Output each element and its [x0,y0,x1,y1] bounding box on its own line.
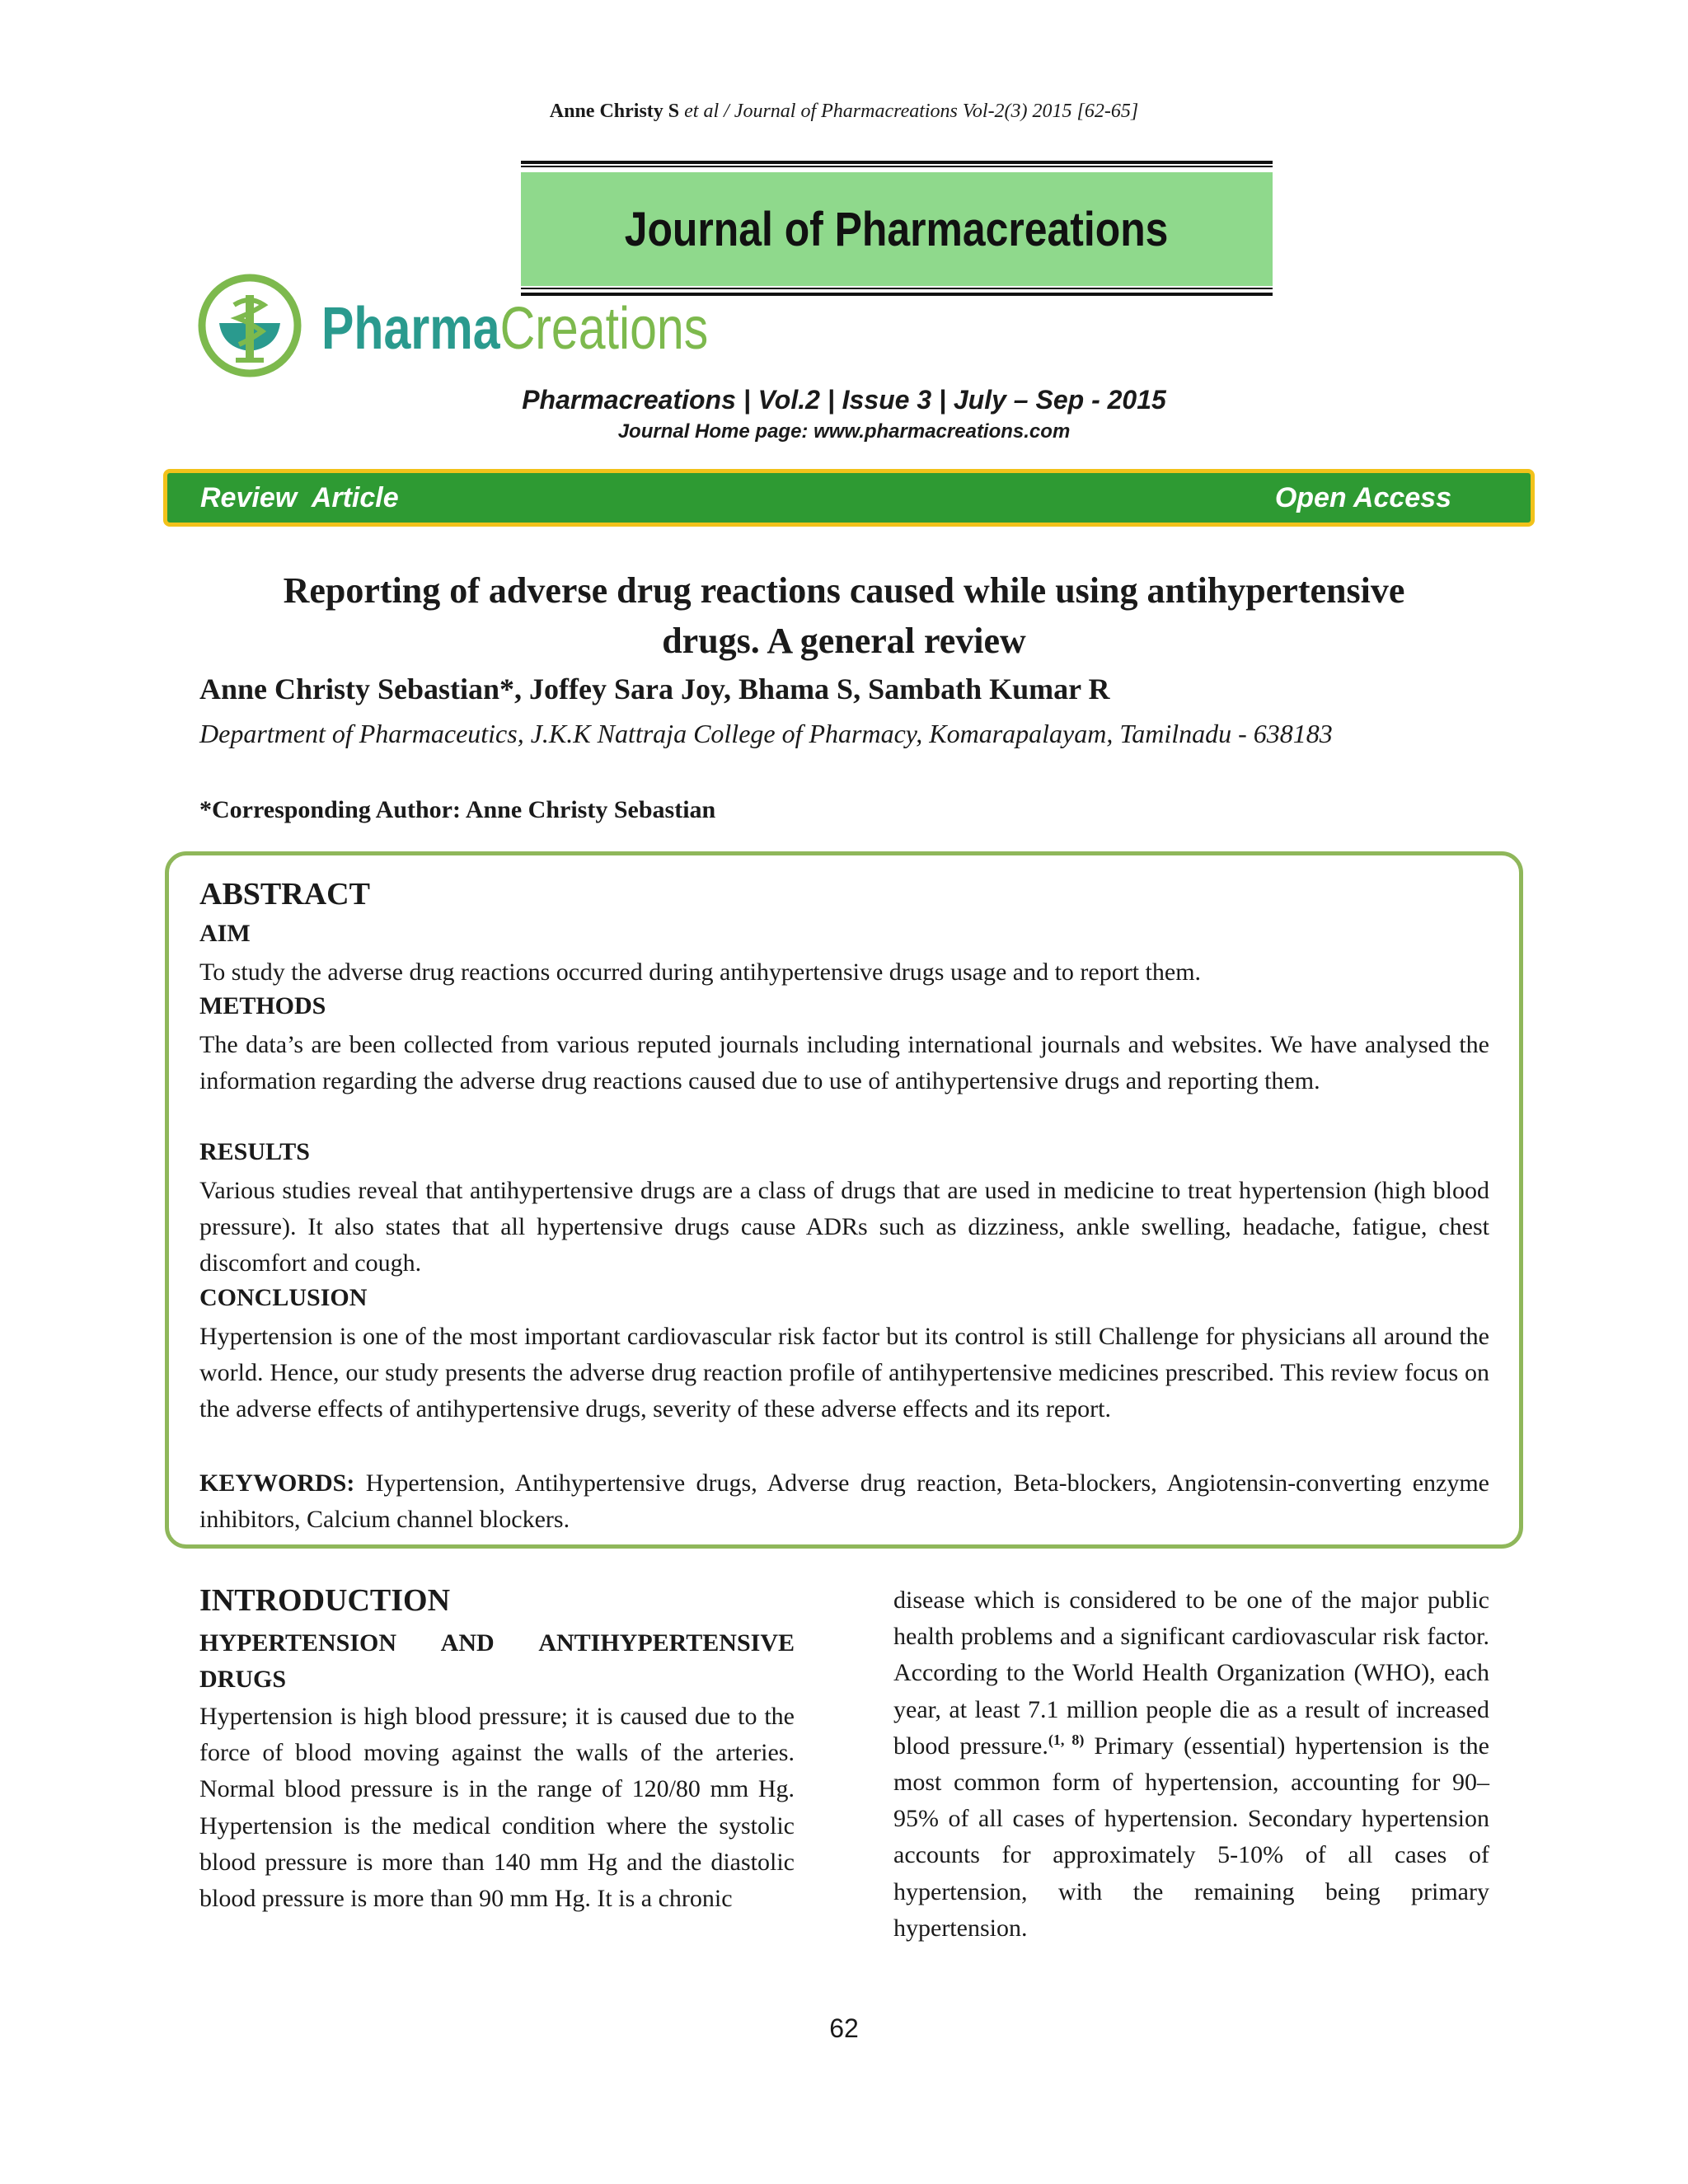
results-label: RESULTS [199,1138,310,1165]
conclusion-label: CONCLUSION [199,1284,368,1311]
methods-text: The data’s are been collected from various reputed journals including international journals and websites. We have analysed the information regarding the adverse drug reactions caused due to use of antihypertensive drugs and reporting them. [199,1031,1489,1094]
aim-label: AIM [199,920,251,947]
article-type-bar [163,469,1535,527]
corresponding-author: *Corresponding Author: Anne Christy Sebastian [199,796,716,823]
intro-left-column: Hypertension is high blood pressure; it is caused due to the force of blood moving against the walls of the arteries. Normal blood pressure is in the range of 120/80 mm Hg. Hypertension is the medical condition where the systolic blood pressure is more than 140 mm Hg and the diastolic blood pressure is more than 90 mm Hg. It is a chronic [199,1703,795,1913]
article-type-label: Review Article [200,481,399,513]
journal-home-line: Journal Home page: www.pharmacreations.com [617,420,1071,443]
running-head-author: Anne Christy S [549,101,680,122]
affiliation: Department of Pharmaceutics, J.K.K Nattraja College of Pharmacy, Komarapalayam, Tamilnadu - 638183 [199,719,1333,748]
intro-subheading: HYPERTENSION AND ANTIHYPERTENSIVE DRUGS [199,1629,795,1693]
introduction-heading: INTRODUCTION [199,1583,451,1618]
logo-wordmark [321,295,708,363]
aim-text: To study the adverse drug reactions occurred during antihypertensive drugs usage and to report them. [199,958,1202,986]
intro-right-text-a: disease which is considered to be one of the major public health problems and a significant cardiovascular risk factor. According to the World Health Organization (WHO), each year, at least 7.1 million people die as a result of increased blood pressure. [893,1586,1489,1760]
pharmacreations-logo [196,272,938,387]
author-list: Anne Christy Sebastian*, Joffey Sara Joy, Bhama S, Sambath Kumar R [199,673,1110,705]
running-head [0,101,1688,123]
abstract-heading: ABSTRACT [199,877,370,912]
running-head-etal: et al [684,101,720,122]
banner-top-rule [521,161,1273,164]
article-title [165,565,1523,666]
issue-line: Pharmacreations | Vol.2 | Issue 3 | July – Sep - 2015 [522,385,1166,415]
citation-ref: (1, 8) [1048,1731,1085,1748]
banner-top-rule-thin [521,166,1273,167]
article-title-line2: drugs. A general review [662,621,1026,661]
methods-label: METHODS [199,992,326,1019]
running-head-journal: / Journal of Pharmacreations Vol-2(3) 2015 [62-65] [724,101,1139,122]
results-text: Various studies reveal that antihypertensive drugs are a class of drugs that are used in medicine to treat hypertension (high blood pressure). It also states that all hypertensive drugs cause ADRs such as dizziness, ankle swelling, headache, fatigue, chest discomfort and cough. [199,1177,1489,1277]
logo-word-pharma: Pharma [321,296,500,362]
article-title-line1: Reporting of adverse drug reactions caused while using antihypertensive [283,570,1405,611]
conclusion-text: Hypertension is one of the most important cardiovascular risk factor but its control is still Challenge for physicians all around the world. Hence, our study presents the adverse drug reaction profile of antihypertensive medicines prescribed. This review focus on the adverse effects of antihypertensive drugs, severity of these adverse effects and its report. [199,1323,1489,1422]
page-number: 62 [829,2013,859,2043]
keywords-text: Hypertension, Antihypertensive drugs, Adverse drug reaction, Beta-blockers, Angiotensin-converting enzyme inhibitors, Calcium channel blockers. [199,1469,1490,1533]
keywords [199,1465,1489,1538]
intro-right-column [893,1582,1489,1947]
pharmacy-bowl-of-hygieia-icon [196,272,303,379]
logo-word-creations: Creations [499,296,709,362]
intro-right-text-b: Primary (essential) hypertension is the most common form of hypertension, accounting for 90–95% of all cases of hypertension. Secondary hypertension accounts for approximately 5-10% of all cases of hypertension, with the remaining being primary hypertension. [893,1732,1490,1942]
banner-box [521,172,1273,286]
banner-title: Journal of Pharmacreations [625,202,1169,256]
open-access-label: Open Access [1274,481,1451,513]
keywords-label: KEYWORDS: [199,1469,355,1497]
